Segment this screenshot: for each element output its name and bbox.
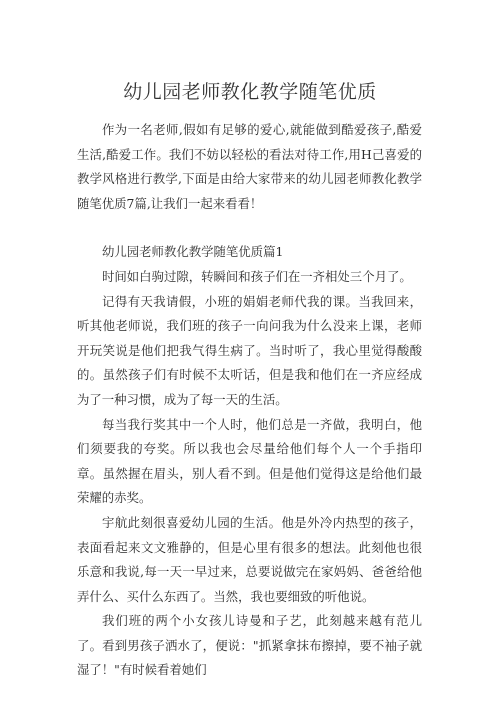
section-title: 幼儿园老师教化教学随笔优质篇1: [102, 244, 284, 260]
body-paragraph: 每当我行奖其中一个人时，他们总是一齐做，我明白，他们须要我的夸奖。所以我也会尽量给他们每个人一个手指印章。虽然握在眉头，别人看不到。但是他们觉得这是给他们最荣耀的赤奖。: [77, 416, 422, 506]
document-body: [77, 118, 422, 683]
intro-paragraph: 作为一名老师,假如有足够的爱心,就能做到酷爱孩子,酷爱生活,酷爱工作。我们不妨以轻松的看法对待工作,用H己喜爱的教学风格进行教学,下面是由给大家带来的幼儿园老师教化教学随笔优质7篇,让我们一起来看看！: [77, 122, 422, 211]
body-paragraph: 时间如白驹过隙，转瞬间和孩子们在一齐相处三个月了。: [102, 268, 412, 284]
body-paragraph: 我们班的两个小女孩儿诗曼和子艺，此刻越来越有范儿了。看到男孩子洒水了，便说："抓紧拿抹布擦掉，要不袖子就湿了！"有时候看着她们: [77, 613, 422, 678]
body-paragraph: 宇航此刻很喜爱幼儿园的生活。他是外冷内热型的孩子，表面看起来文文雅静的，但是心里有很多的想法。此刻他也很乐意和我说,每一天一早过来，总要说做完在家妈妈、爸爸给他弄什么、买什么东西了。当然，我也要细致的听他说。: [77, 514, 422, 604]
body-paragraph: 记得有天我请假，小班的娟娟老师代我的课。当我回来，听其他老师说，我们班的孩子一向问我为什么没来上课，老师开玩笑说是他们把我气得生病了。当时听了，我心里觉得酸酸的。虽然孩子们有时候不太听话，但是我和他们在一齐应经成为了一种习惯，成为了每一天的生活。: [77, 293, 422, 407]
document-title: 幼儿园老师教化教学随笔优质: [123, 81, 377, 103]
